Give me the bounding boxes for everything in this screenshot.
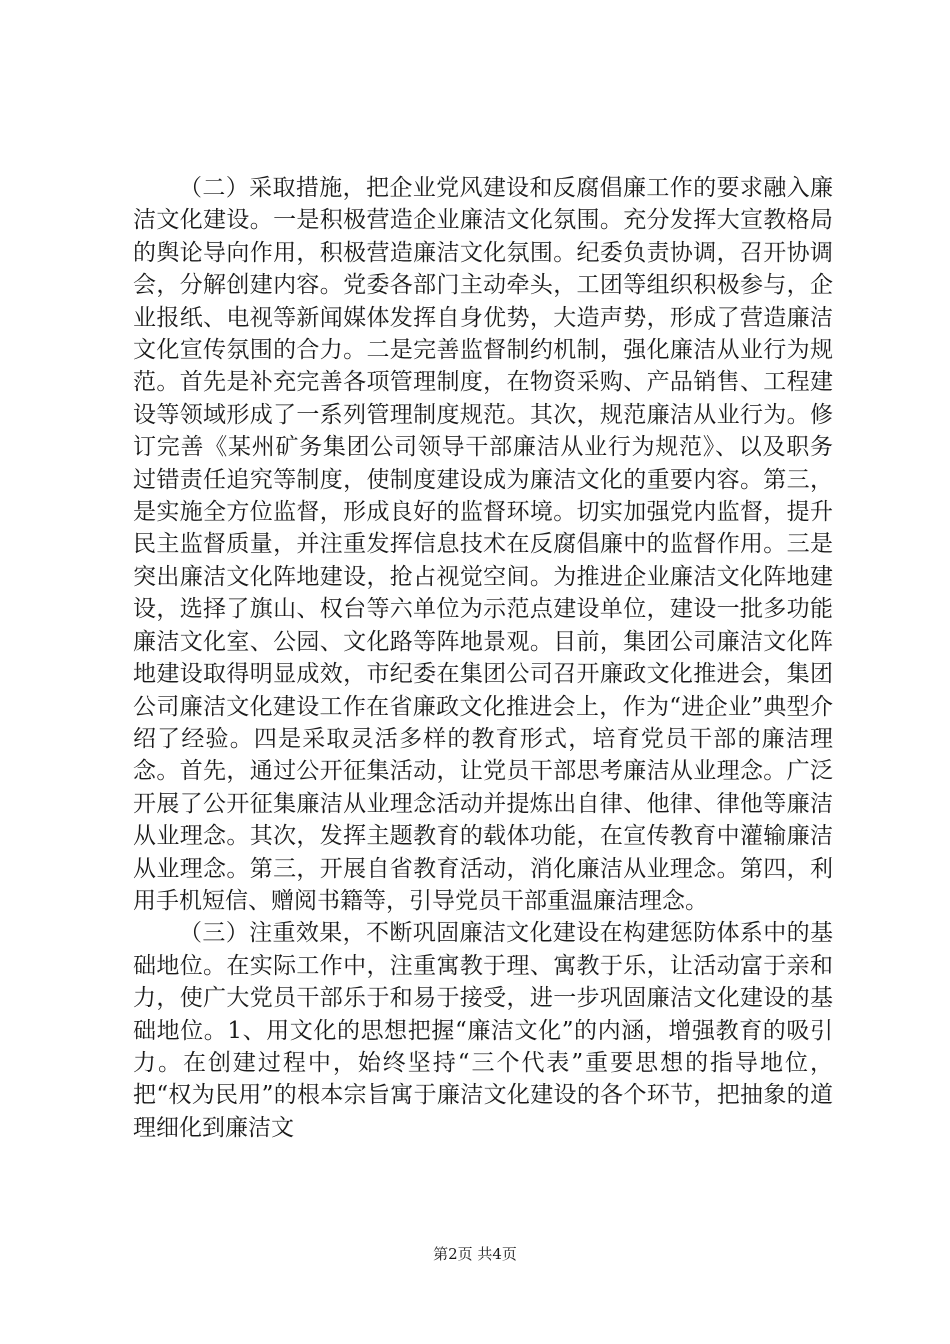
document-body [133,172,833,1144]
page-number: 第2页 共4页 [433,1245,517,1263]
paragraph-2: （二）采取措施，把企业党风建设和反腐倡廉工作的要求融入廉洁文化建设。一是积极营造企业廉洁文化氛围。充分发挥大宣教格局的舆论导向作用，积极营造廉洁文化氛围。纪委负责协调，召开协调会，分解创建内容。党委各部门主动牵头，工团等组织积极参与，企业报纸、电视等新闻媒体发挥自身优势，大造声势，形成了营造廉洁文化宣传氛围的合力。二是完善监督制约机制，强化廉洁从业行为规范。首先是补充完善各项管理制度，在物资采购、产品销售、工程建设等领域形成了一系列管理制度规范。其次，规范廉洁从业行为。修订完善《某州矿务集团公司领导干部廉洁从业行为规范》、以及职务过错责任追究等制度，使制度建设成为廉洁文化的重要内容。第三，是实施全方位监督，形成良好的监督环境。切实加强党内监督，提升民主监督质量，并注重发挥信息技术在反腐倡廉中的监督作用。三是突出廉洁文化阵地建设，抢占视觉空间。为推进企业廉洁文化阵地建设，选择了旗山、权台等六单位为示范点建设单位，建设一批多功能廉洁文化室、公园、文化路等阵地景观。目前，集团公司廉洁文化阵地建设取得明显成效，市纪委在集团公司召开廉政文化推进会，集团公司廉洁文化建设工作在省廉政文化推进会上，作为“进企业”典型介绍了经验。四是采取灵活多样的教育形式，培育党员干部的廉洁理念。首先，通过公开征集活动，让党员干部思考廉洁从业理念。广泛开展了公开征集廉洁从业理念活动并提炼出自律、他律、律他等廉洁从业理念。其次，发挥主题教育的载体功能，在宣传教育中灌输廉洁从业理念。第三，开展自省教育活动，消化廉洁从业理念。第四，利用手机短信、赠阅书籍等，引导党员干部重温廉洁理念。 [133,175,833,914]
page-footer [0,1243,950,1264]
paragraph-3: （三）注重效果，不断巩固廉洁文化建设在构建惩防体系中的基础地位。在实际工作中，注重寓教于理、寓教于乐，让活动富于亲和力，使广大党员干部乐于和易于接受，进一步巩固廉洁文化建设的基础地位。1、用文化的思想把握“廉洁文化”的内涵，增强教育的吸引力。在创建过程中，始终坚持“三个代表”重要思想的指导地位，把“权为民用”的根本宗旨寓于廉洁文化建设的各个环节，把抽象的道理细化到廉洁文 [133,920,833,1141]
